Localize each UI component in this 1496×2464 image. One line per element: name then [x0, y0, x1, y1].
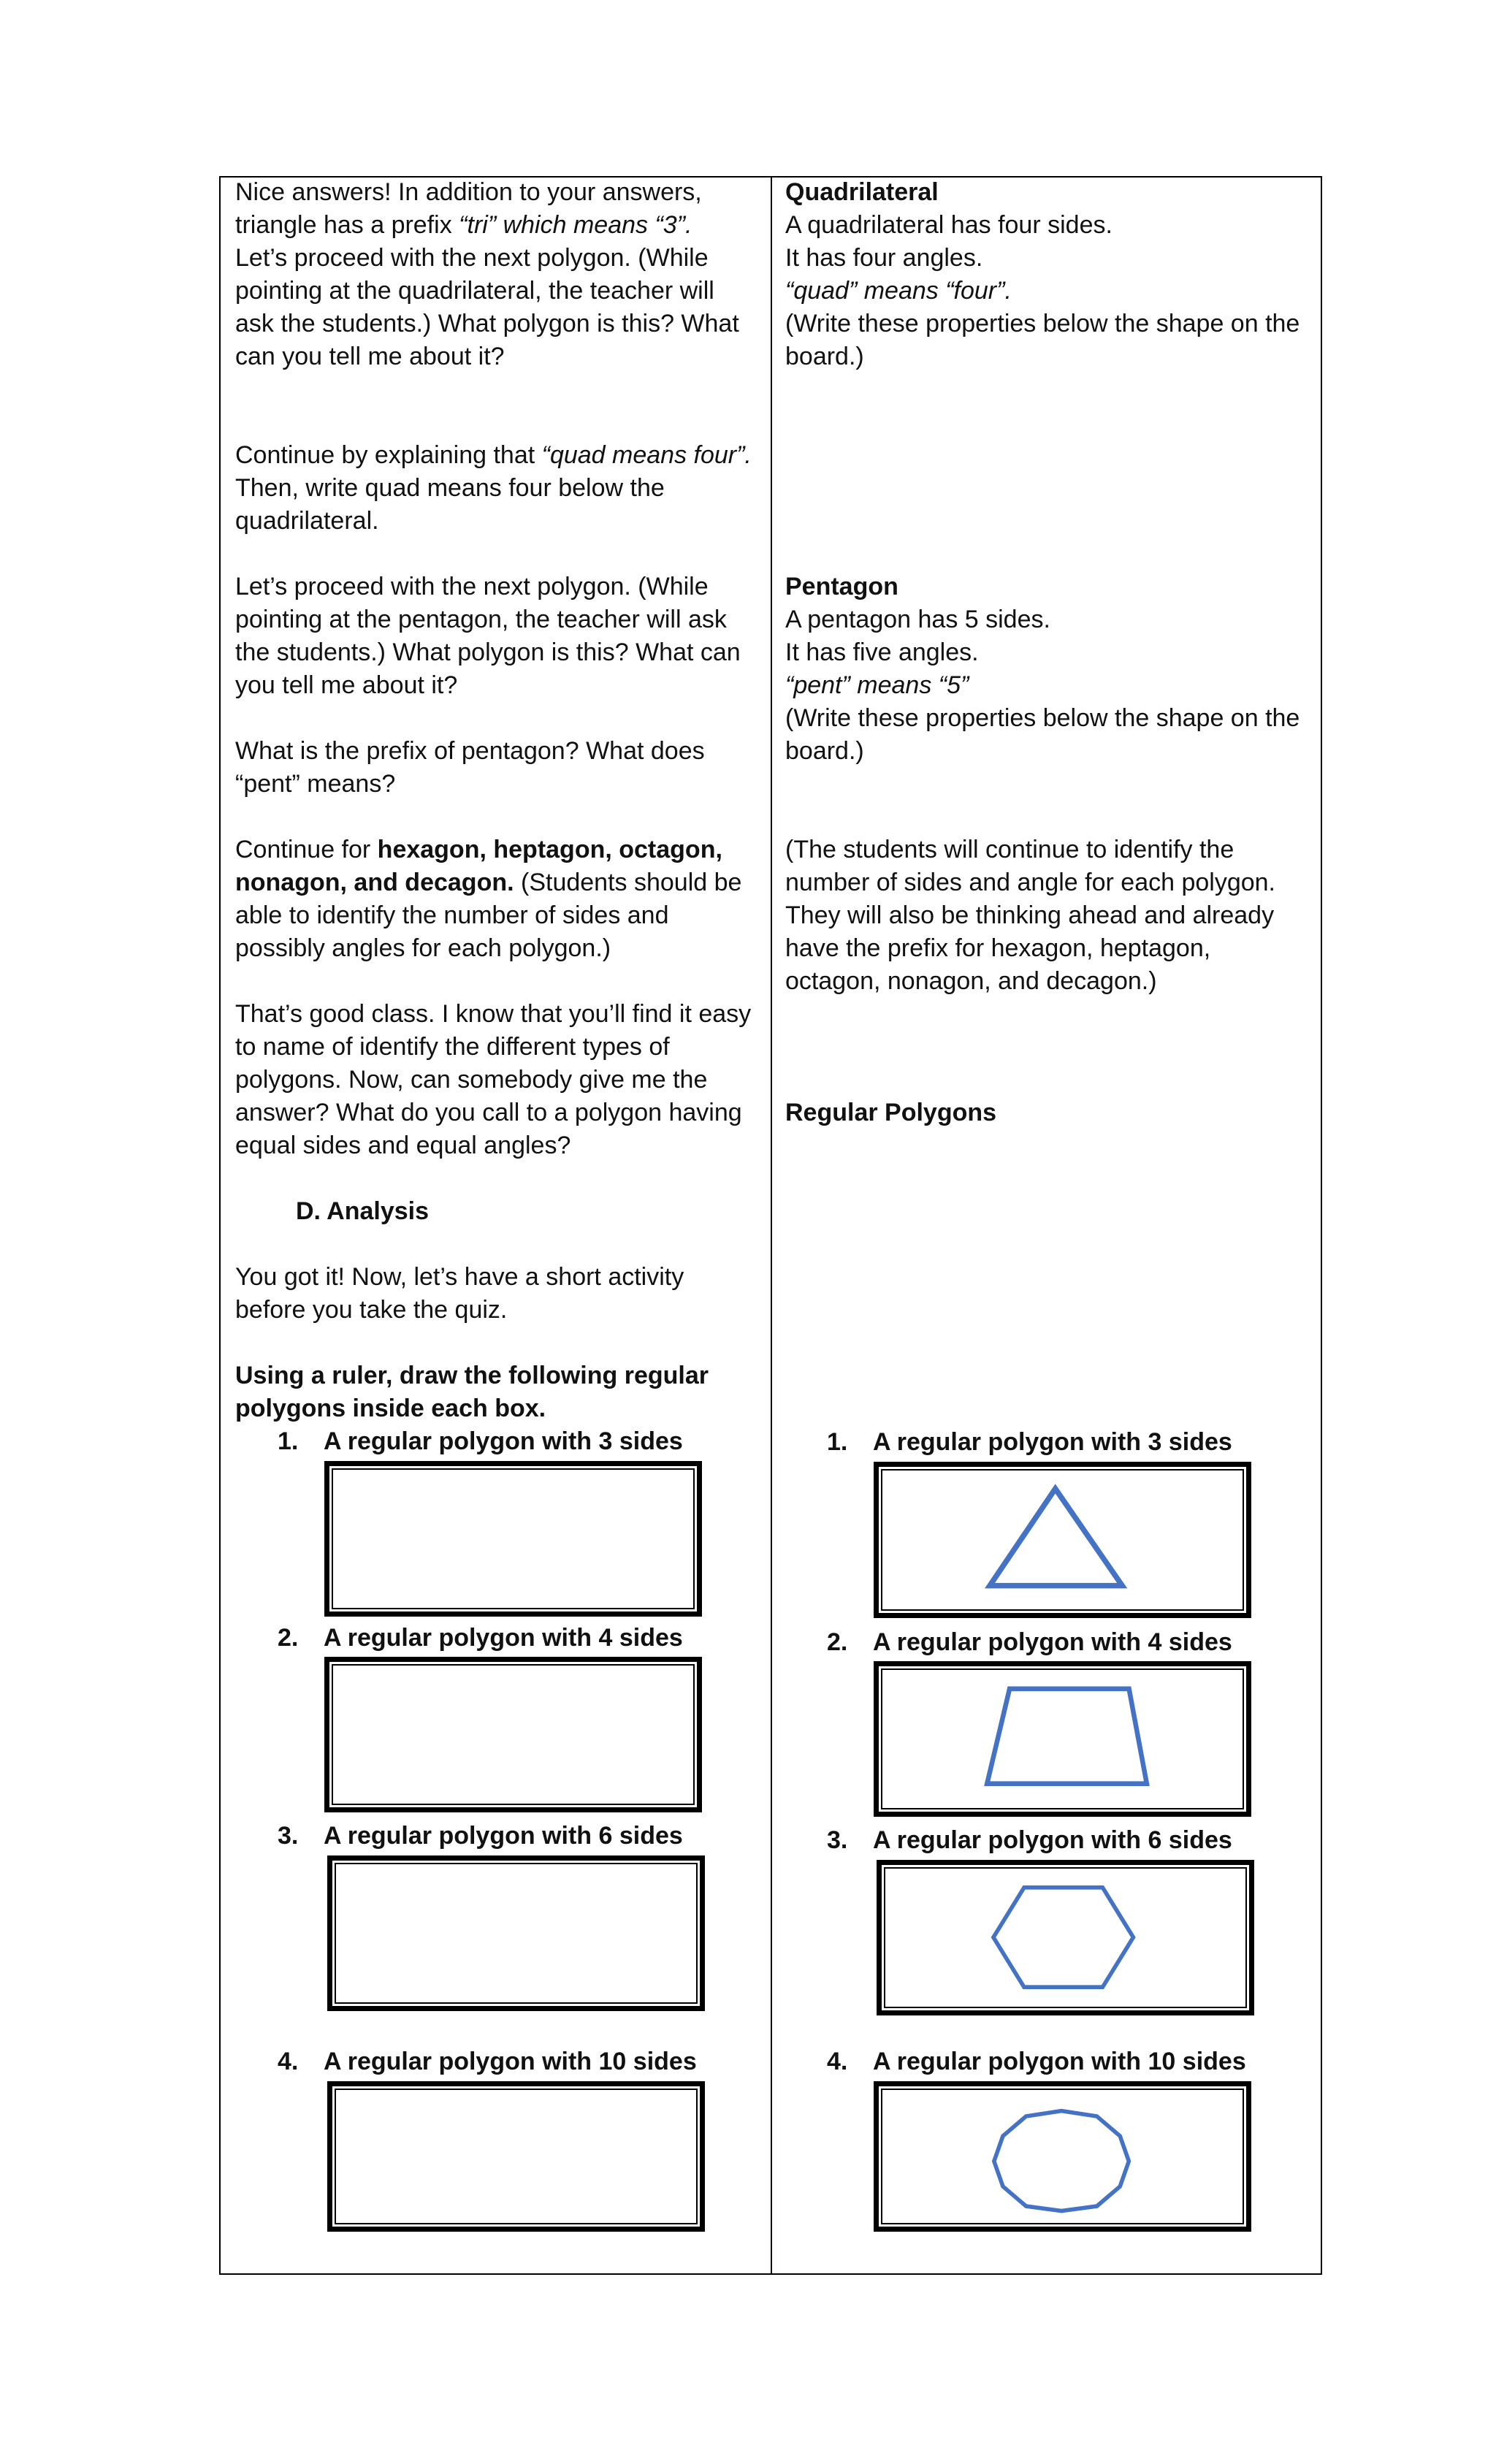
text-line: Let’s proceed with the next polygon. (While — [235, 244, 709, 272]
text-line: quadrilateral. — [235, 507, 379, 535]
text-line: Nice answers! In addition to your answers, — [235, 178, 702, 206]
text-line: That’s good class. I know that you’ll find it easy — [235, 1000, 752, 1028]
text-line: you tell me about it? — [235, 671, 458, 699]
instruction-line: Using a ruler, draw the following regular — [235, 1362, 709, 1389]
text-line: octagon, nonagon, and decagon.) — [785, 967, 1157, 995]
text-line: nonagon, and decagon. (Students should be — [235, 869, 742, 896]
item-label: A regular polygon with 3 sides — [324, 1427, 683, 1455]
text-line: They will also be thinking ahead and already — [785, 901, 1275, 929]
text-line: board.) — [785, 343, 864, 370]
drawing-box — [874, 1462, 1251, 1618]
text-line: number of sides and angle for each polygon. — [785, 869, 1276, 896]
item-label: A regular polygon with 6 sides — [873, 1826, 1232, 1854]
text-line: What is the prefix of pentagon? What does — [235, 737, 705, 765]
item-number: 3. — [827, 1826, 848, 1854]
text-line: have the prefix for hexagon, heptagon, — [785, 934, 1211, 962]
item-label: A regular polygon with 4 sides — [324, 1624, 683, 1652]
item-number: 3. — [278, 1822, 299, 1850]
quadrilateral-shape — [987, 1689, 1147, 1784]
text-line: ask the students.) What polygon is this? What — [235, 310, 739, 337]
text-line: (The students will continue to identify the — [785, 836, 1234, 863]
item-label: A regular polygon with 10 sides — [873, 2048, 1246, 2075]
quadrilateral-drawing — [879, 1666, 1246, 1812]
text-line: It has five angles. — [785, 638, 979, 666]
empty-drawing-box[interactable] — [327, 2081, 705, 2232]
analysis-heading: D. Analysis — [296, 1197, 430, 1225]
decagon-drawing — [879, 2086, 1246, 2227]
drawing-box — [874, 1661, 1251, 1817]
triangle-shape — [990, 1489, 1122, 1586]
pentagon-title: Pentagon — [785, 573, 898, 600]
text-line: Let’s proceed with the next polygon. (While — [235, 573, 709, 600]
empty-drawing-box[interactable] — [324, 1461, 702, 1617]
drawing-box — [874, 2081, 1251, 2232]
item-number: 4. — [278, 2048, 299, 2075]
item-label: A regular polygon with 6 sides — [324, 1822, 683, 1850]
text-line: equal sides and equal angles? — [235, 1132, 571, 1159]
instruction-line: polygons inside each box. — [235, 1395, 546, 1422]
item-number: 2. — [827, 1628, 848, 1656]
text-line: (Write these properties below the shape on the — [785, 310, 1300, 337]
hexagon-shape — [993, 1888, 1134, 1987]
text-line: Continue for hexagon, heptagon, octagon, — [235, 836, 722, 863]
regular-polygons-title: Regular Polygons — [785, 1099, 997, 1126]
text-line: polygons. Now, can somebody give me the — [235, 1066, 708, 1094]
item-number: 1. — [278, 1427, 299, 1455]
text-line: “pent” means? — [235, 770, 396, 798]
text-line: the students.) What polygon is this? What can — [235, 638, 741, 666]
item-number: 1. — [827, 1428, 848, 1456]
item-number: 2. — [278, 1624, 299, 1652]
drawing-box — [877, 1860, 1254, 2015]
text-line: You got it! Now, let’s have a short activity — [235, 1263, 684, 1291]
text-line: before you take the quiz. — [235, 1296, 508, 1324]
item-label: A regular polygon with 10 sides — [324, 2048, 697, 2075]
empty-drawing-box[interactable] — [327, 1855, 705, 2011]
text-line: (Write these properties below the shape on the — [785, 704, 1300, 732]
decagon-shape — [994, 2111, 1129, 2211]
item-number: 4. — [827, 2048, 848, 2075]
text-line: able to identify the number of sides and — [235, 901, 669, 929]
text-line: pointing at the quadrilateral, the teacher will — [235, 277, 714, 305]
text-line: pointing at the pentagon, the teacher will ask — [235, 606, 727, 633]
empty-drawing-box[interactable] — [324, 1657, 702, 1812]
text-line: answer? What do you call to a polygon having — [235, 1099, 742, 1126]
triangle-drawing — [879, 1467, 1246, 1613]
text-line: It has four angles. — [785, 244, 983, 272]
text-line: A quadrilateral has four sides. — [785, 211, 1113, 239]
text-line: “pent” means “5” — [785, 671, 969, 699]
column-divider — [771, 178, 772, 2273]
text-line: triangle has a prefix “tri” which means “3”. — [235, 211, 692, 239]
text-line: can you tell me about it? — [235, 343, 505, 370]
text-line: board.) — [785, 737, 864, 765]
text-line: Continue by explaining that “quad means four”. — [235, 441, 752, 469]
text-line: to name of identify the different types of — [235, 1033, 670, 1061]
item-label: A regular polygon with 3 sides — [873, 1428, 1232, 1456]
item-label: A regular polygon with 4 sides — [873, 1628, 1232, 1656]
hexagon-drawing — [882, 1865, 1249, 2010]
text-line: Then, write quad means four below the — [235, 474, 665, 502]
text-line: “quad” means “four”. — [785, 277, 1012, 305]
quadrilateral-title: Quadrilateral — [785, 178, 939, 206]
text-line: A pentagon has 5 sides. — [785, 606, 1050, 633]
text-line: possibly angles for each polygon.) — [235, 934, 611, 962]
